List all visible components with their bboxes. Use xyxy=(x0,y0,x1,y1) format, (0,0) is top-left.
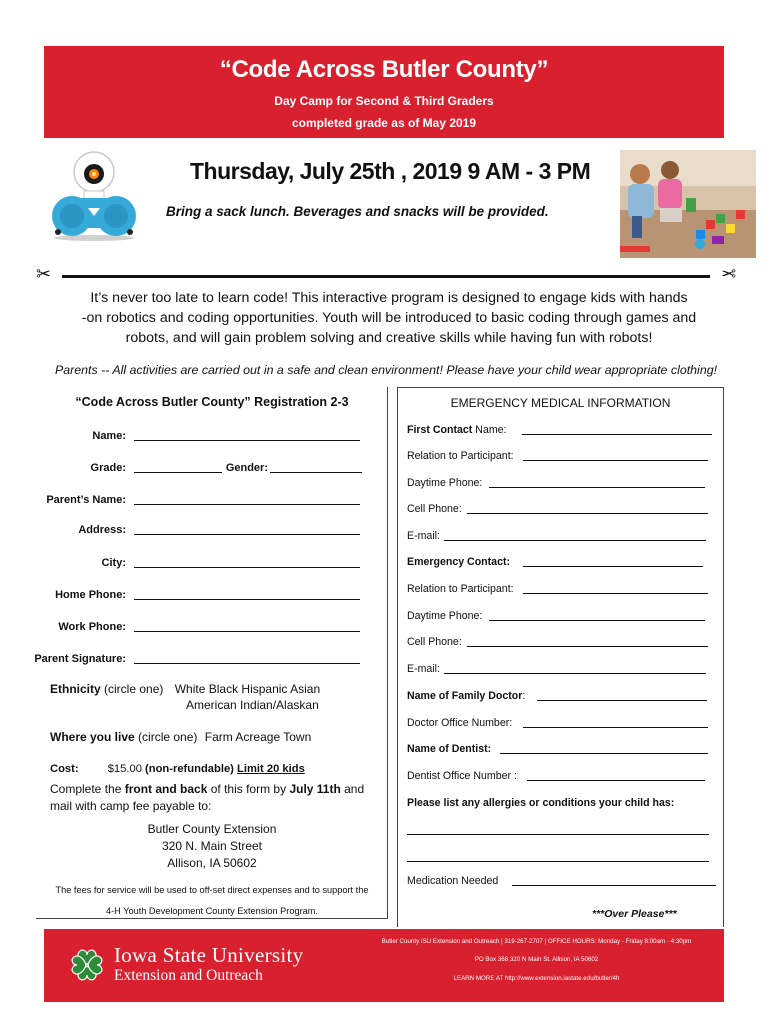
medication-field[interactable] xyxy=(512,876,716,886)
relation-field[interactable] xyxy=(523,451,708,461)
email-label: E-mail: xyxy=(407,530,440,542)
parent-name-field[interactable] xyxy=(134,495,360,505)
email-field-2[interactable] xyxy=(444,664,706,674)
daytime-phone-label: Daytime Phone: xyxy=(407,477,483,489)
intro-line: robots, and will gain problem solving and creative skills while having fun with robots! xyxy=(125,330,653,346)
header-banner xyxy=(44,46,724,138)
daytime-phone-label-2: Daytime Phone: xyxy=(407,610,483,622)
scissors-icon: ✂ xyxy=(36,264,52,285)
address-name: Butler County Extension xyxy=(147,822,277,836)
extension-unit: Extension and Outreach xyxy=(114,967,263,984)
cost-value: $15.00 xyxy=(107,763,142,775)
parents-note: Parents -- All activities are carried out in a safe and clean environment! Please have your child wear appropriate clothing! xyxy=(54,363,718,377)
address-street: 320 N. Main Street xyxy=(161,839,263,853)
address-field[interactable] xyxy=(134,525,360,535)
event-date: Thursday, July 25th , 2019 9 AM - 3 PM xyxy=(190,158,591,184)
emergency-title: EMERGENCY MEDICAL INFORMATION xyxy=(450,396,671,410)
address-city: Allison, IA 50602 xyxy=(167,856,257,870)
dentist-label xyxy=(407,743,491,755)
dentist-bold: Name of Dentist: xyxy=(407,743,492,755)
work-phone-field[interactable] xyxy=(134,622,360,632)
emergency-contact-field[interactable] xyxy=(523,557,703,567)
daytime-phone-field-2[interactable] xyxy=(489,611,705,621)
lunch-note: Bring a sack lunch. Beverages and snacks will be provided. xyxy=(166,204,549,219)
emergency-box xyxy=(397,387,724,927)
university-name: Iowa State University xyxy=(114,943,304,967)
allergies-field-1[interactable] xyxy=(407,825,709,835)
emergency-contact-label xyxy=(407,556,510,568)
first-contact-bold: First Contact xyxy=(407,424,473,436)
relation-label-2: Relation to Participant: xyxy=(407,583,514,595)
home-phone-label: Home Phone: xyxy=(55,589,126,601)
grade-label: Grade: xyxy=(90,462,126,474)
dentist-phone-label: Dentist Office Number : xyxy=(407,770,517,782)
live-options[interactable]: Farm Acreage Town xyxy=(204,730,312,744)
scissors-icon: ✂ xyxy=(720,264,736,285)
parent-signature-field[interactable] xyxy=(134,654,360,664)
name-field[interactable] xyxy=(134,431,360,441)
robot-illustration xyxy=(44,150,144,242)
parent-signature-label: Parent Signature: xyxy=(34,653,126,665)
email-field[interactable] xyxy=(444,531,706,541)
mailing-address xyxy=(36,821,388,872)
live-label: Where you live xyxy=(50,730,135,744)
first-contact-field[interactable] xyxy=(522,425,712,435)
cut-line xyxy=(36,264,736,285)
ethnicity-options-2[interactable]: American Indian/Alaskan xyxy=(186,698,319,712)
intro-paragraph xyxy=(44,288,734,348)
footer-contact: Butler County ISU Extension and Outreach | 319-267-2707 | OFFICE HOURS: Monday - Friday 8:00am - 4:30pm xyxy=(381,938,692,945)
footer-banner xyxy=(44,929,724,1002)
home-phone-field[interactable] xyxy=(134,590,360,600)
live-hint: (circle one) xyxy=(138,730,198,744)
fees-note xyxy=(36,880,388,922)
cost-label: Cost: xyxy=(50,763,79,775)
cell-phone-label: Cell Phone: xyxy=(407,503,462,515)
complete-instructions xyxy=(50,781,382,815)
svg-text:H: H xyxy=(85,964,89,969)
parent-name-label: Parent’s Name: xyxy=(46,494,126,506)
footer-po-box: PO Box 368 320 N Main St. Allison, IA 50602 xyxy=(474,956,599,963)
camp-subtitle-2: completed grade as of May 2019 xyxy=(291,116,477,130)
emergency-contact-bold: Emergency Contact: xyxy=(407,556,511,568)
ethnicity-row xyxy=(50,681,320,713)
cost-row xyxy=(50,763,305,775)
city-label: City: xyxy=(101,557,126,569)
dentist-field[interactable] xyxy=(500,744,708,754)
allergies-bold: Please list any allergies or conditions your child has: xyxy=(407,797,675,809)
cut-line-bar xyxy=(62,275,710,278)
cost-limit: Limit 20 kids xyxy=(237,763,305,775)
work-phone-label: Work Phone: xyxy=(58,621,126,633)
allergies-field-2[interactable] xyxy=(407,852,709,862)
name-label: Name: xyxy=(92,430,126,442)
intro-line: -on robotics and coding opportunities. Youth will be introduced to basic coding through games and xyxy=(81,310,697,326)
where-you-live-row xyxy=(50,730,311,744)
cell-phone-label-2: Cell Phone: xyxy=(407,636,462,648)
gender-label: Gender: xyxy=(225,462,268,474)
doctor-phone-field[interactable] xyxy=(523,718,708,728)
ethnicity-hint: (circle one) xyxy=(104,682,164,696)
fees-line: The fees for service will be used to off-set direct expenses and to support the xyxy=(55,885,369,895)
camp-subtitle: Day Camp for Second & Third Graders xyxy=(274,94,494,108)
family-doctor-field[interactable] xyxy=(537,691,707,701)
first-contact-label xyxy=(407,424,507,436)
4h-clover-logo xyxy=(66,944,108,986)
kids-photo xyxy=(620,150,756,258)
relation-label: Relation to Participant: xyxy=(407,450,514,462)
address-label: Address: xyxy=(78,524,126,536)
complete-text: Complete the xyxy=(50,782,125,796)
cell-phone-field-2[interactable] xyxy=(467,637,708,647)
city-field[interactable] xyxy=(134,558,360,568)
allergies-label xyxy=(407,797,674,809)
first-contact-rest: Name: xyxy=(472,424,507,436)
daytime-phone-field[interactable] xyxy=(489,478,705,488)
complete-text: of this form by xyxy=(207,782,290,796)
ethnicity-label: Ethnicity xyxy=(50,682,101,696)
complete-emphasis: front and back xyxy=(124,782,208,796)
cost-note: (non-refundable) xyxy=(145,763,234,775)
cell-phone-field[interactable] xyxy=(467,504,708,514)
family-doctor-bold: Name of Family Doctor xyxy=(407,690,523,702)
gender-field[interactable] xyxy=(270,463,362,473)
email-label-2: E-mail: xyxy=(407,663,440,675)
complete-text: and xyxy=(340,782,365,796)
ethnicity-options[interactable]: White Black Hispanic Asian xyxy=(174,682,321,696)
over-please-note: ***Over Please*** xyxy=(592,908,677,920)
doctor-phone-label: Doctor Office Number: xyxy=(407,717,513,729)
footer-learn-more[interactable]: LEARN MORE AT http://www.extension.iastate.edu/butler/4h xyxy=(453,975,620,982)
dentist-phone-field[interactable] xyxy=(527,771,705,781)
medication-label: Medication Needed xyxy=(407,875,499,887)
relation-field-2[interactable] xyxy=(523,584,708,594)
complete-line-2: mail with camp fee payable to: xyxy=(50,799,212,813)
fees-line: 4-H Youth Development County Extension Program. xyxy=(106,906,318,916)
camp-title: “Code Across Butler County” xyxy=(219,56,549,83)
family-doctor-label: Name of Family Doctor: xyxy=(407,690,526,702)
registration-title: “Code Across Butler County” Registration 2-3 xyxy=(75,395,349,409)
intro-line: It’s never too late to learn code! This interactive program is designed to engage kids with hands xyxy=(90,290,688,306)
complete-deadline: July 11th xyxy=(289,782,341,796)
